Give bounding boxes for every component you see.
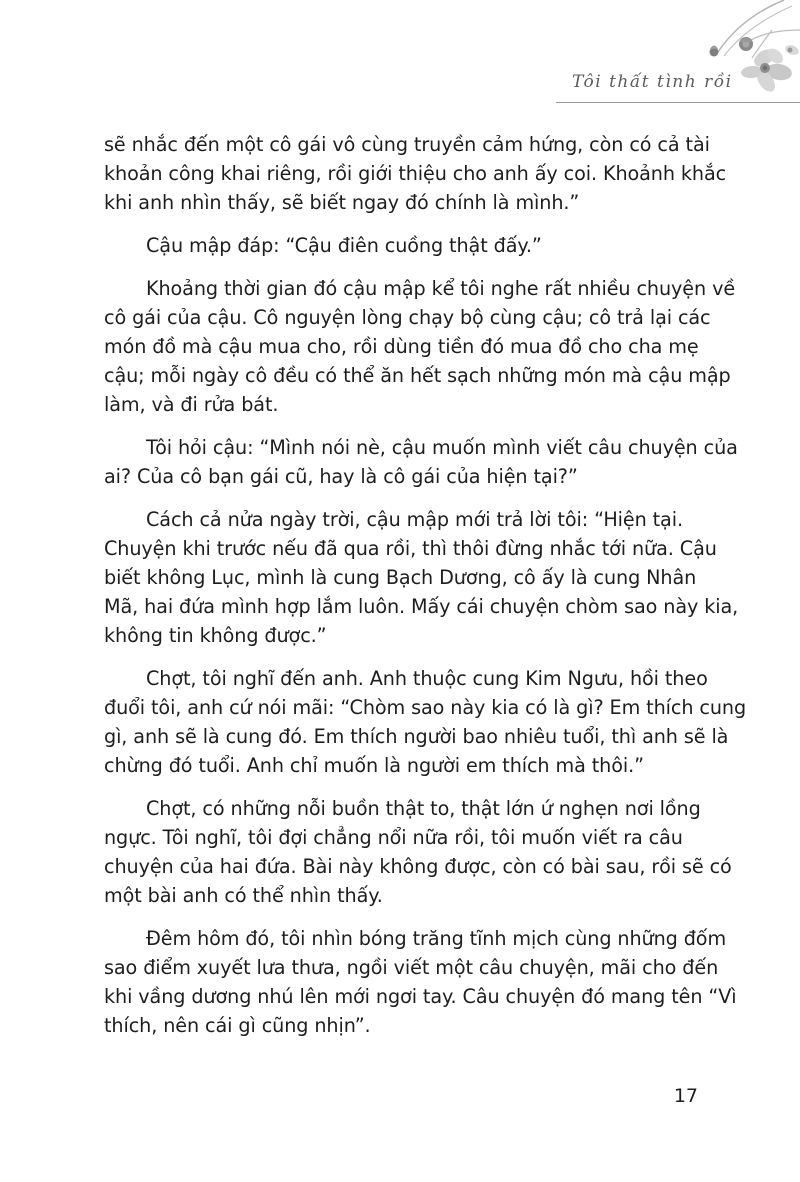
paragraph (104, 924, 737, 1040)
page-number: 17 (673, 1085, 698, 1107)
text-line: Mã, hai đứa mình hợp lắm luôn. Mấy cái chuyện chòm sao này kia, (104, 595, 739, 618)
text-line: một bài anh có thể nhìn thấy. (104, 884, 383, 907)
text-line: sao điểm xuyết lưa thưa, ngồi viết một câu chuyện, mãi cho đến (104, 956, 719, 979)
body-text (104, 130, 747, 1054)
text-line: Cách cả nửa ngày trời, cậu mập mới trả lời tôi: “Hiện tại. (146, 508, 683, 531)
paragraph (104, 505, 739, 650)
text-line: sẽ nhắc đến một cô gái vô cùng truyền cảm hứng, còn có cả tài (104, 133, 710, 156)
text-line: cậu; mỗi ngày cô đều có thể ăn hết sạch những món mà cậu mập (104, 364, 731, 387)
paragraph (104, 130, 727, 217)
text-line: Tôi hỏi cậu: “Mình nói nè, cậu muốn mình viết câu chuyện của (146, 436, 738, 459)
paragraph (104, 274, 736, 419)
text-line: Khoảng thời gian đó cậu mập kể tôi nghe rất nhiều chuyện về (146, 277, 736, 300)
paragraph (104, 231, 704, 260)
paragraph (104, 433, 738, 491)
text-line: ngực. Tôi nghĩ, tôi đợi chẳng nổi nữa rồi, tôi muốn viết ra câu (104, 826, 683, 849)
text-line: gì, anh sẽ là cung đó. Em thích người bao nhiêu tuổi, thì anh sẽ là (104, 725, 729, 748)
text-line: khi anh nhìn thấy, sẽ biết ngay đó chính là mình.” (104, 191, 580, 214)
header-rule (556, 102, 800, 103)
page-header (0, 0, 800, 120)
text-line: khi vầng dương nhú lên mới ngơi tay. Câu chuyện đó mang tên “Vì (104, 985, 737, 1008)
text-line: Đêm hôm đó, tôi nhìn bóng trăng tĩnh mịch cùng những đốm (146, 927, 727, 950)
text-line: chuyện của hai đứa. Bài này không được, còn có bài sau, rồi sẽ có (104, 855, 732, 878)
paragraph (104, 664, 747, 780)
running-title: Tôi thất tình rồi (572, 72, 733, 92)
flower-decoration-icon (680, 0, 800, 112)
paragraph (104, 794, 732, 910)
text-line: ai? Của cô bạn gái cũ, hay là cô gái của hiện tại?” (104, 465, 578, 488)
text-line: Chợt, tôi nghĩ đến anh. Anh thuộc cung Kim Ngưu, hồi theo (146, 667, 708, 690)
text-line: biết không Lục, mình là cung Bạch Dương, cô ấy là cung Nhân (104, 566, 697, 589)
text-line: chừng đó tuổi. Anh chỉ muốn là người em thích mà thôi.” (104, 754, 644, 777)
text-line: không tin không được.” (104, 624, 327, 647)
text-line: cô gái của cậu. Cô nguyện lòng chạy bộ cùng cậu; cô trả lại các (104, 306, 711, 329)
text-line: khoản công khai riêng, rồi giới thiệu cho anh ấy coi. Khoảnh khắc (104, 162, 727, 185)
text-line: đuổi tôi, anh cứ nói mãi: “Chòm sao này kia có là gì? Em thích cung (104, 696, 747, 719)
text-line: Chuyện khi trước nếu đã qua rồi, thì thôi đừng nhắc tới nữa. Cậu (104, 537, 717, 560)
text-line: làm, và đi rửa bát. (104, 393, 279, 416)
text-line: Chợt, có những nỗi buồn thật to, thật lớn ứ nghẹn nơi lồng (146, 797, 701, 820)
text-line: Cậu mập đáp: “Cậu điên cuồng thật đấy.” (146, 234, 542, 257)
text-line: món đồ mà cậu mua cho, rồi dùng tiền đó mua đồ cho cha mẹ (104, 335, 699, 358)
text-line: thích, nên cái gì cũng nhịn”. (104, 1014, 371, 1037)
